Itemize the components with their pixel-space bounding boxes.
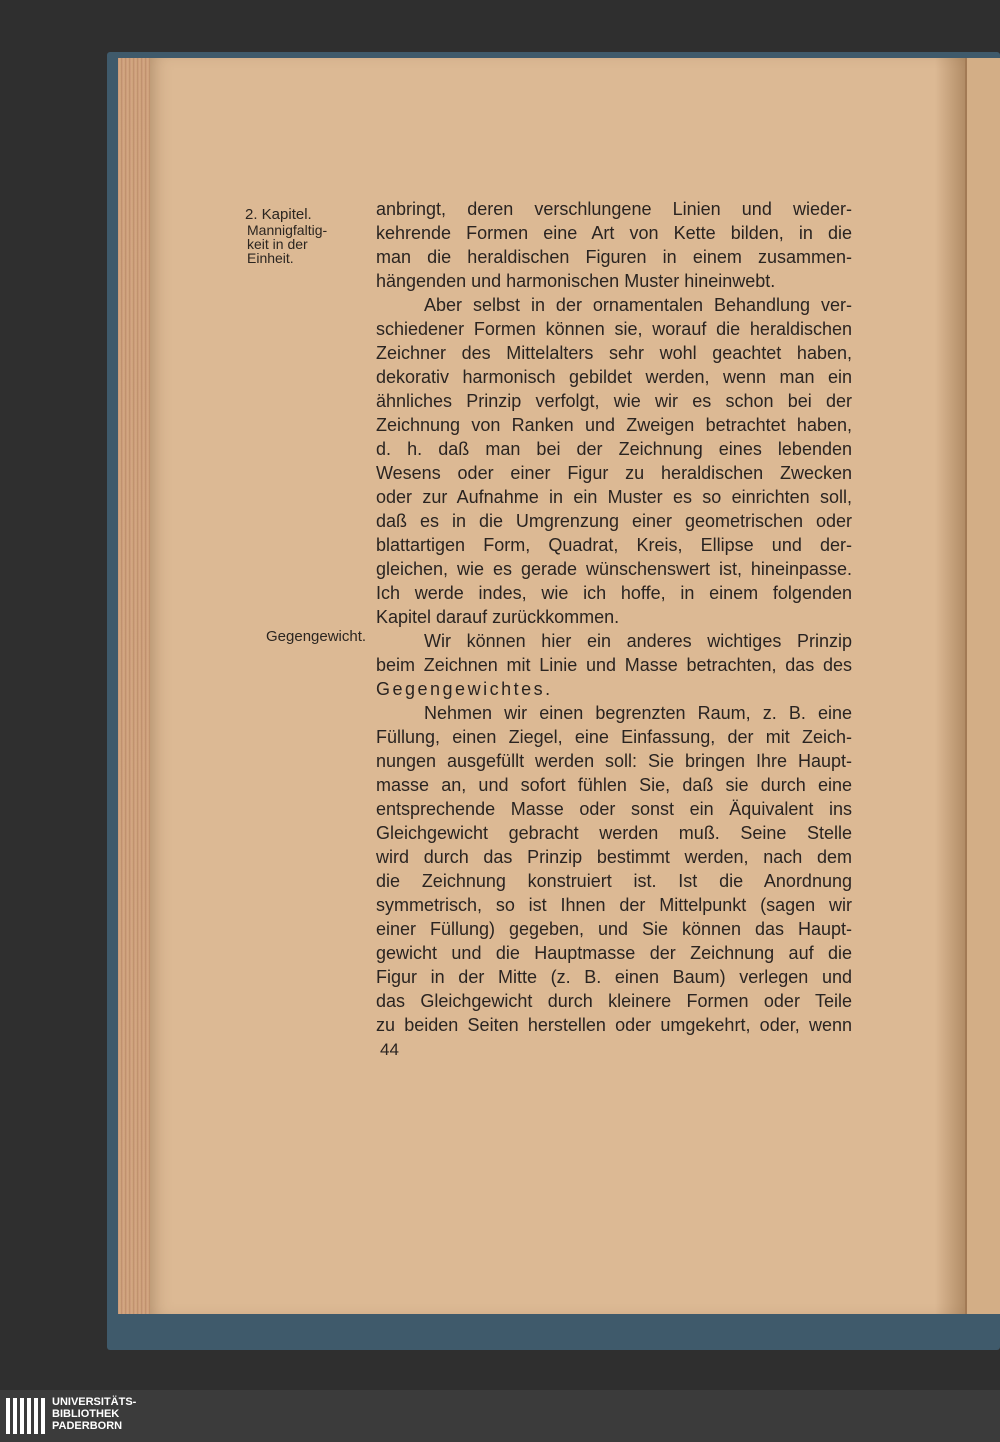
text-line: gleichen, wie es gerade wünschenswert ist, hineinpasse. — [376, 559, 852, 579]
text-line: Zeichnung von Ranken und Zweigen betrachtet haben, — [376, 415, 852, 435]
text-line: entsprechende Masse oder sonst ein Äquivalent ins — [376, 799, 852, 819]
margin-note-line: Mannigfaltig- — [247, 222, 328, 238]
margin-note-gegengewicht: Gegengewicht. — [266, 628, 367, 645]
text-line: Aber selbst in der ornamentalen Behandlung ver- — [424, 295, 852, 315]
margin-note-chapter — [245, 206, 327, 265]
text-line: Wir können hier ein anderes wichtiges Prinzip — [424, 631, 852, 651]
text-line: Nehmen wir einen begrenzten Raum, z. B. eine — [424, 703, 852, 723]
text-line: Ich werde indes, wie ich hoffe, in einem folgenden — [376, 583, 852, 603]
text-line: symmetrisch, so ist Ihnen der Mittelpunkt (sagen wir — [376, 895, 852, 915]
text-line: Gleichgewicht gebracht werden muß. Seine Stelle — [376, 823, 852, 843]
text-line: masse an, und sofort fühlen Sie, daß sie durch eine — [376, 775, 852, 795]
text-line: anbringt, deren verschlungene Linien und wieder- — [376, 199, 852, 219]
library-logo-icon — [6, 1398, 48, 1434]
text-line: Kapitel darauf zurückkommen. — [376, 607, 620, 627]
text-line: blattartigen Form, Quadrat, Kreis, Ellipse und der- — [376, 535, 852, 555]
logo-line: BIBLIOTHEK — [52, 1408, 120, 1420]
footer-bar — [0, 1390, 1000, 1442]
text-line: daß es in die Umgrenzung einer geometrischen oder — [376, 511, 852, 531]
text-line: Figur in der Mitte (z. B. einen Baum) verlegen und — [376, 967, 852, 987]
gutter-shadow — [935, 58, 967, 1314]
body-text — [376, 197, 852, 1037]
text-line: man die heraldischen Figuren in einem zusammen- — [376, 247, 852, 267]
text-line: Wesens oder einer Figur zu heraldischen Zwecken — [376, 463, 852, 483]
text-line: zu beiden Seiten herstellen oder umgekehrt, oder, wenn — [376, 1015, 852, 1035]
text-line: Gegengewichtes. — [376, 679, 553, 699]
text-line: oder zur Aufnahme in ein Muster es so einrichten soll, — [376, 487, 852, 507]
text-line: einer Füllung) gegeben, und Sie können das Haupt- — [376, 919, 852, 939]
text-line: nungen ausgefüllt werden soll: Sie bringen Ihre Haupt- — [376, 751, 852, 771]
text-line: die Zeichnung konstruiert ist. Ist die Anordnung — [376, 871, 852, 891]
text-line: Zeichner des Mittelalters sehr wohl geachtet haben, — [376, 343, 852, 363]
text-line: hängenden und harmonischen Muster hineinwebt. — [376, 271, 776, 291]
logo-line: PADERBORN — [52, 1420, 123, 1432]
margin-note-line: keit in der — [247, 236, 308, 252]
text-line: wird durch das Prinzip bestimmt werden, nach dem — [376, 847, 852, 867]
margin-note-line: 2. Kapitel. — [245, 206, 312, 223]
text-line: beim Zeichnen mit Linie und Masse betrachten, das des — [376, 655, 852, 675]
text-line: dekorativ harmonisch gebildet werden, wenn man ein — [376, 367, 852, 387]
text-line: kehrende Formen eine Art von Kette bilden, in die — [376, 223, 852, 243]
margin-note-line: Einheit. — [247, 250, 294, 266]
facing-page-edge — [965, 58, 1000, 1314]
text-line: ähnliches Prinzip verfolgt, wie wir es schon bei der — [376, 391, 852, 411]
text-line: d. h. daß man bei der Zeichnung eines lebenden — [376, 439, 852, 459]
text-line: schiedener Formen können sie, worauf die heraldischen — [376, 319, 852, 339]
library-logo-text — [52, 1396, 136, 1432]
logo-line: UNIVERSITÄTS- — [52, 1396, 137, 1408]
text-line: das Gleichgewicht durch kleinere Formen oder Teile — [376, 991, 852, 1011]
text-line: Füllung, einen Ziegel, eine Einfassung, der mit Zeich- — [376, 727, 852, 747]
page-number: 44 — [380, 1040, 399, 1059]
text-line: gewicht und die Hauptmasse der Zeichnung auf die — [376, 943, 852, 963]
